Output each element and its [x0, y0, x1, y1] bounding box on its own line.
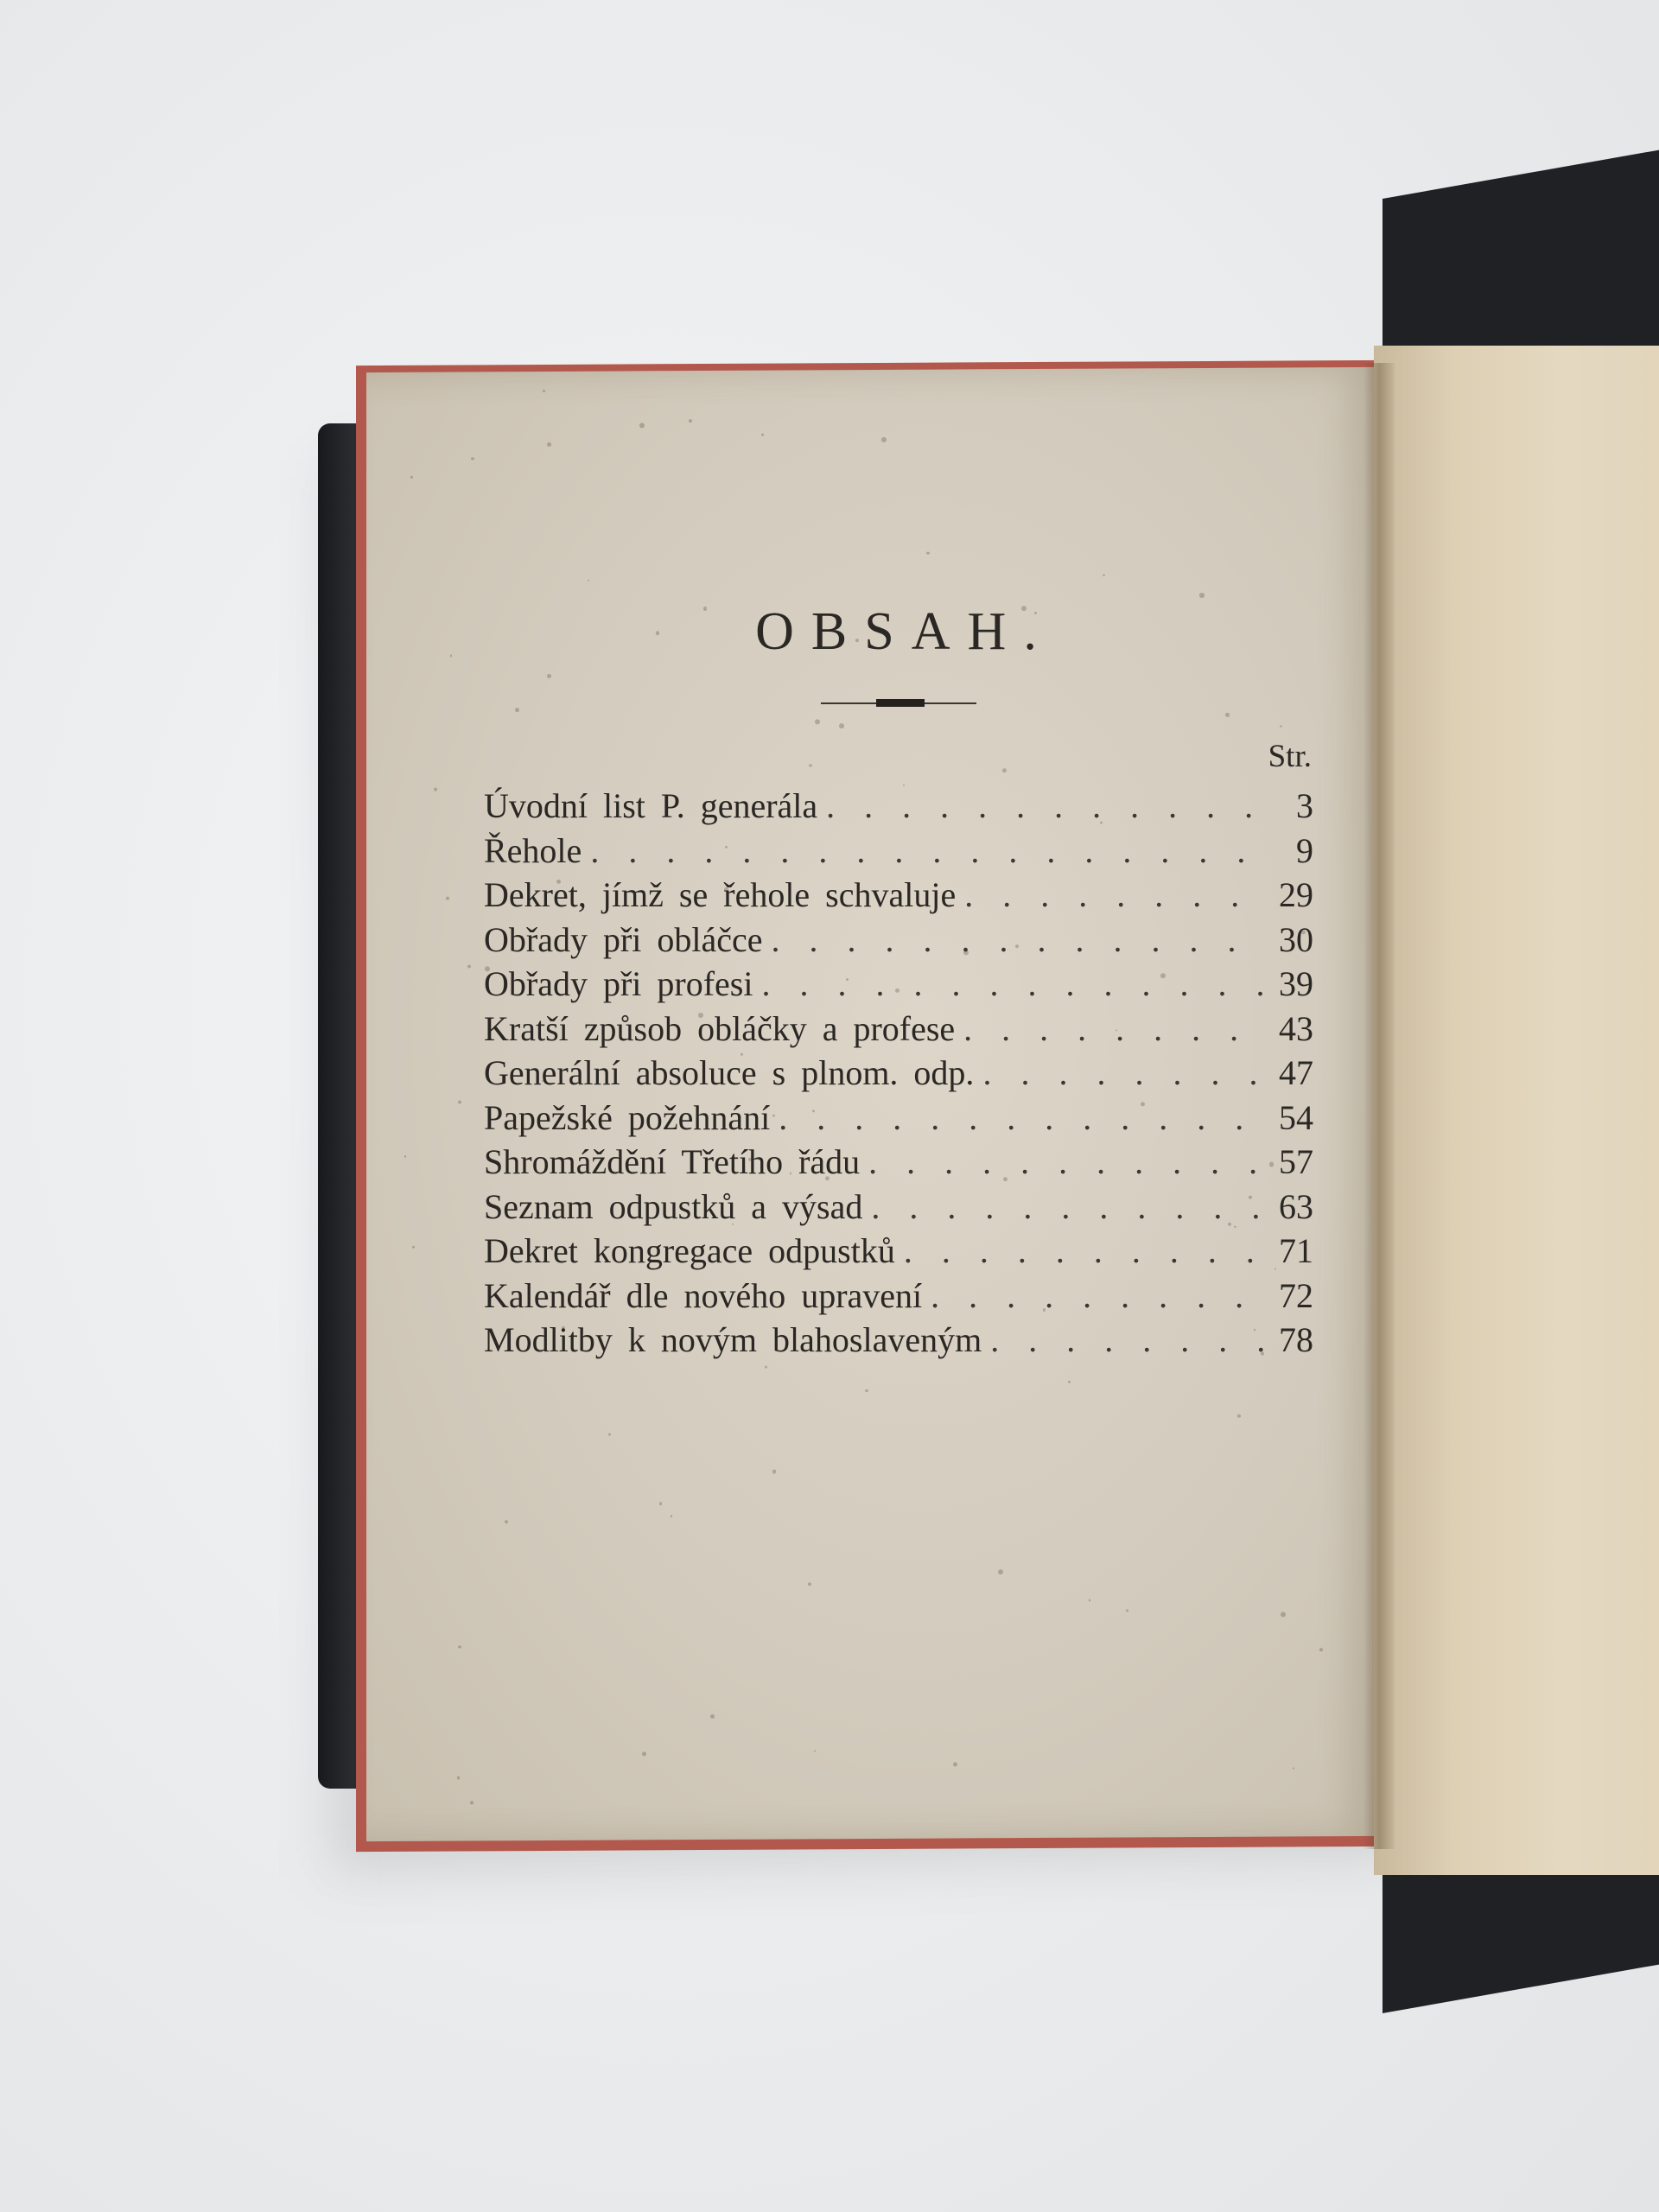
paper-speckle — [470, 1802, 474, 1805]
paper-speckle — [1293, 1768, 1294, 1770]
contents-entry-page: 29 — [1279, 875, 1313, 914]
paper-speckle — [547, 442, 551, 447]
paper-speckle — [412, 1245, 415, 1248]
contents-entry-page: 39 — [1279, 964, 1313, 1003]
dot-leader — [860, 1140, 1267, 1185]
contents-entry-title: Dekret, jímž se řehole schvaluje — [484, 875, 957, 914]
paper-speckle — [642, 1751, 646, 1756]
dot-leader — [763, 918, 1267, 963]
page-title: OBSAH. — [755, 602, 1054, 661]
paper-speckle — [671, 1516, 673, 1518]
dot-leader — [956, 873, 1267, 918]
paper-speckle — [410, 476, 413, 479]
contents-entry-page: 71 — [1279, 1231, 1313, 1270]
contents-entry-title: Generální absoluce s plnom. odp. — [484, 1053, 975, 1092]
paper-speckle — [467, 964, 471, 969]
contents-entry — [484, 1318, 1313, 1363]
paper-speckle — [881, 437, 887, 442]
paper-speckle — [608, 1433, 611, 1435]
paper-speckle — [1089, 1599, 1091, 1602]
contents-entry-page: 30 — [1279, 919, 1313, 959]
paper-speckle — [808, 1583, 811, 1586]
paper-speckle — [998, 1569, 1003, 1574]
contents-entry-title: Seznam odpustků a výsad — [484, 1186, 863, 1226]
title-ornament-rule — [821, 696, 976, 710]
contents-entry-page: 63 — [1279, 1186, 1313, 1226]
paper-speckle — [689, 419, 692, 423]
ornament-bar — [876, 699, 925, 707]
paper-speckle — [404, 1155, 406, 1157]
paper-speckle — [639, 423, 645, 429]
contents-entry-title: Obřady při profesi — [484, 964, 753, 1003]
contents-list — [484, 784, 1313, 1363]
contents-entry — [484, 1096, 1313, 1141]
dot-leader — [895, 1229, 1267, 1274]
contents-entry-page: 43 — [1279, 1008, 1313, 1048]
paper-speckle — [1126, 1610, 1128, 1612]
contents-entry-title: Kratší způsob obláčky a profese — [484, 1008, 956, 1048]
dot-leader — [974, 1051, 1267, 1096]
dot-leader — [770, 1096, 1267, 1141]
contents-entry-page: 72 — [1279, 1275, 1313, 1315]
paper-speckle — [505, 1520, 508, 1523]
paper-speckle — [458, 1645, 461, 1648]
dot-leader — [862, 1185, 1267, 1230]
paper-speckle — [953, 1762, 957, 1766]
paper-speckle — [1319, 1648, 1323, 1651]
contents-entry-page: 78 — [1279, 1320, 1313, 1359]
contents-entry-title: Kalendář dle nového upravení — [484, 1275, 923, 1315]
contents-entry-title: Papežské požehnání — [484, 1097, 771, 1137]
contents-entry — [484, 873, 1313, 918]
table-of-contents-page — [484, 602, 1313, 1363]
dot-leader — [955, 1007, 1267, 1052]
dot-leader — [982, 1318, 1267, 1363]
paper-speckle — [1199, 593, 1204, 597]
paper-speckle — [1237, 1414, 1241, 1418]
contents-entry — [484, 1140, 1313, 1185]
contents-entry — [484, 829, 1313, 874]
paper-speckle — [471, 457, 474, 461]
page-column-label: Str. — [1268, 739, 1312, 774]
contents-entry-page: 54 — [1279, 1097, 1313, 1137]
contents-entry-title: Dekret kongregace odpustků — [484, 1231, 895, 1270]
contents-entry — [484, 784, 1313, 829]
paper-speckle — [814, 1750, 816, 1751]
contents-entry-page: 3 — [1296, 786, 1313, 825]
contents-entry — [484, 1229, 1313, 1274]
paper-speckle — [772, 1470, 776, 1473]
contents-entry-page: 9 — [1296, 830, 1313, 870]
paper-speckle — [865, 1389, 868, 1393]
paper-speckle — [765, 1365, 767, 1368]
contents-entry — [484, 962, 1313, 1007]
paper-speckle — [1068, 1381, 1071, 1383]
contents-entry-page: 57 — [1279, 1142, 1313, 1181]
paper-speckle — [457, 1776, 461, 1779]
right-book-page — [1374, 346, 1659, 1875]
contents-entry — [484, 1007, 1313, 1052]
paper-speckle — [710, 1714, 715, 1719]
dot-leader — [582, 829, 1267, 874]
paper-speckle — [458, 1100, 462, 1104]
paper-speckle — [543, 390, 545, 392]
paper-speckle — [1281, 1611, 1286, 1617]
contents-entry-title: Řehole — [484, 830, 582, 870]
dot-leader — [753, 962, 1267, 1007]
contents-entry — [484, 1274, 1313, 1319]
contents-entry — [484, 918, 1313, 963]
contents-entry-title: Shromáždění Třetího řádu — [484, 1142, 861, 1181]
paper-speckle — [761, 433, 764, 435]
paper-speckle — [446, 896, 449, 899]
dot-leader — [817, 784, 1267, 829]
contents-entry-title: Obřady při obláčce — [484, 919, 763, 959]
paper-speckle — [434, 788, 437, 791]
contents-entry-title: Modlitby k novým blahoslaveným — [484, 1320, 982, 1359]
paper-speckle — [659, 1502, 663, 1505]
contents-entry — [484, 1051, 1313, 1096]
contents-entry-title: Úvodní list P. generála — [484, 786, 818, 825]
paper-speckle — [588, 580, 589, 582]
paper-speckle — [450, 655, 452, 657]
book-gutter — [1363, 363, 1395, 1849]
dot-leader — [922, 1274, 1267, 1319]
contents-entry — [484, 1185, 1313, 1230]
paper-speckle — [1103, 574, 1105, 576]
paper-speckle — [926, 551, 930, 555]
contents-entry-page: 47 — [1279, 1053, 1313, 1092]
